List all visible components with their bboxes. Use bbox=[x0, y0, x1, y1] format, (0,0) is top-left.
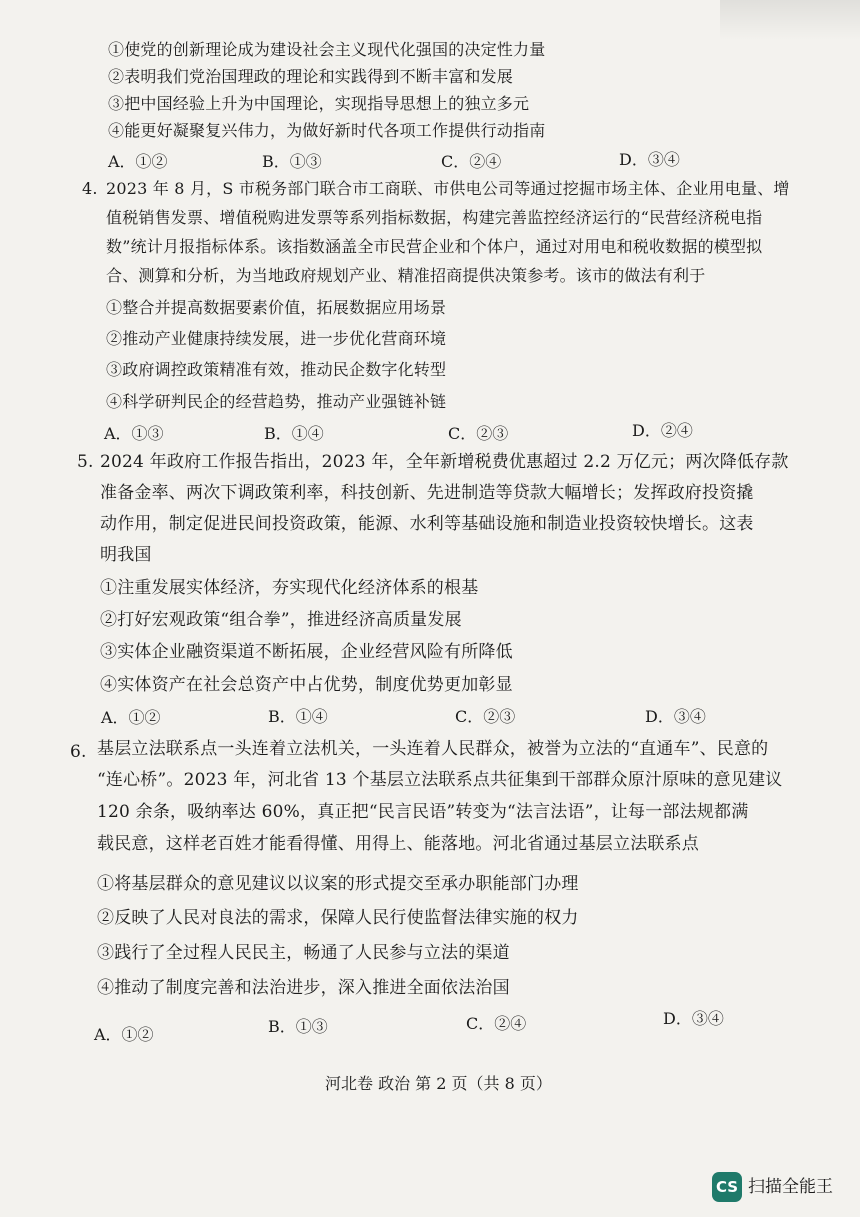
q6-item-1: ①将基层群众的意见建议以议案的形式提交至承办职能部门办理 bbox=[97, 874, 579, 894]
q5-item-1: ①注重发展实体经济，夯实现代化经济体系的根基 bbox=[100, 578, 479, 598]
q3-option-b: B．①③ bbox=[262, 152, 322, 171]
q3-item-3: ③把中国经验上升为中国理论，实现指导思想上的独立多元 bbox=[108, 94, 530, 113]
q4-stem-line-3: 数”统计月报指标体系。该指数涵盖全市民营企业和个体户，通过对用电和税收数据的模型拟 bbox=[106, 237, 763, 256]
q4-stem-line-1: 2023 年 8 月，S 市税务部门联合市工商联、市供电公司等通过挖掘市场主体、企业用电量、增 bbox=[106, 179, 790, 198]
q6-item-3: ③践行了全过程人民民主，畅通了人民参与立法的渠道 bbox=[97, 943, 510, 963]
q4-stem-line-2: 值税销售发票、增值税购进发票等系列指标数据，构建完善监控经济运行的“民营经济税电指 bbox=[106, 208, 763, 227]
q5-option-a: A．①② bbox=[101, 708, 161, 727]
scan-shadow bbox=[720, 0, 860, 40]
q5-stem-line-2: 准备金率、两次下调政策利率，科技创新、先进制造等贷款大幅增长；发挥政府投资撬 bbox=[100, 483, 754, 503]
q5-stem-line-4: 明我国 bbox=[100, 545, 152, 565]
q4-item-2: ②推动产业健康持续发展，进一步优化营商环境 bbox=[106, 329, 447, 348]
q4-option-a: A．①③ bbox=[104, 424, 164, 443]
q6-option-b: B．①③ bbox=[268, 1017, 328, 1036]
q6-option-a: A．①② bbox=[94, 1025, 154, 1044]
q6-item-4: ④推动了制度完善和法治进步，深入推进全面依法治国 bbox=[97, 978, 510, 998]
q4-option-c: C．②③ bbox=[448, 424, 509, 443]
q5-stem-line-3: 动作用，制定促进民间投资政策，能源、水利等基础设施和制造业投资较快增长。这表 bbox=[100, 514, 754, 534]
q5-item-4: ④实体资产在社会总资产中占优势，制度优势更加彰显 bbox=[100, 675, 513, 695]
q4-item-4: ④科学研判民企的经营趋势，推动产业强链补链 bbox=[106, 392, 447, 411]
q3-item-4: ④能更好凝聚复兴伟力，为做好新时代各项工作提供行动指南 bbox=[108, 121, 546, 140]
page-footer: 河北卷 政治 第 2 页（共 8 页） bbox=[325, 1074, 552, 1093]
q6-stem-line-1: 基层立法联系点一头连着立法机关，一头连着人民群众，被誉为立法的“直通车”、民意的 bbox=[97, 739, 769, 759]
q5-stem-line-1: 2024 年政府工作报告指出，2023 年，全年新增税费优惠超过 2.2 万亿元；两次降低存款 bbox=[100, 452, 789, 472]
q5-option-d: D．③④ bbox=[645, 707, 706, 726]
q6-item-2: ②反映了人民对良法的需求，保障人民行使监督法律实施的权力 bbox=[97, 908, 579, 928]
q3-option-d: D．③④ bbox=[619, 150, 680, 169]
q5-item-3: ③实体企业融资渠道不断拓展，企业经营风险有所降低 bbox=[100, 642, 513, 662]
q6-option-d: D．③④ bbox=[663, 1009, 724, 1028]
q6-stem-line-3: 120 余条，吸纳率达 60%，真正把“民言民语”转变为“法言法语”，让每一部法规都满 bbox=[97, 802, 749, 822]
q4-stem-line-4: 合、测算和分析，为当地政府规划产业、精准招商提供决策参考。该市的做法有利于 bbox=[106, 266, 706, 285]
q3-option-c: C．②④ bbox=[441, 152, 502, 171]
q6-stem-line-2: “连心桥”。2023 年，河北省 13 个基层立法联系点共征集到干部群众原汁原味的意见建议 bbox=[97, 770, 783, 790]
camscanner-logo-icon: CS bbox=[712, 1172, 742, 1202]
q3-option-a: A．①② bbox=[108, 152, 168, 171]
scanner-brand-text: 扫描全能王 bbox=[748, 1177, 833, 1197]
q5-item-2: ②打好宏观政策“组合拳”，推进经济高质量发展 bbox=[100, 610, 462, 630]
q4-item-3: ③政府调控政策精准有效，推动民企数字化转型 bbox=[106, 360, 447, 379]
q6-option-c: C．②④ bbox=[466, 1014, 527, 1033]
q4-option-d: D．②④ bbox=[632, 421, 693, 440]
q6-stem-line-4: 载民意，这样老百姓才能看得懂、用得上、能落地。河北省通过基层立法联系点 bbox=[97, 834, 699, 854]
q5-number: 5. bbox=[77, 452, 94, 472]
q4-option-b: B．①④ bbox=[264, 424, 324, 443]
q3-item-2: ②表明我们党治国理政的理论和实践得到不断丰富和发展 bbox=[108, 67, 514, 86]
q5-option-c: C．②③ bbox=[455, 707, 516, 726]
q6-number: 6. bbox=[70, 742, 87, 762]
q5-option-b: B．①④ bbox=[268, 707, 328, 726]
q3-item-1: ①使党的创新理论成为建设社会主义现代化强国的决定性力量 bbox=[108, 40, 546, 59]
q4-number: 4. bbox=[82, 179, 98, 198]
q4-item-1: ①整合并提高数据要素价值，拓展数据应用场景 bbox=[106, 298, 447, 317]
